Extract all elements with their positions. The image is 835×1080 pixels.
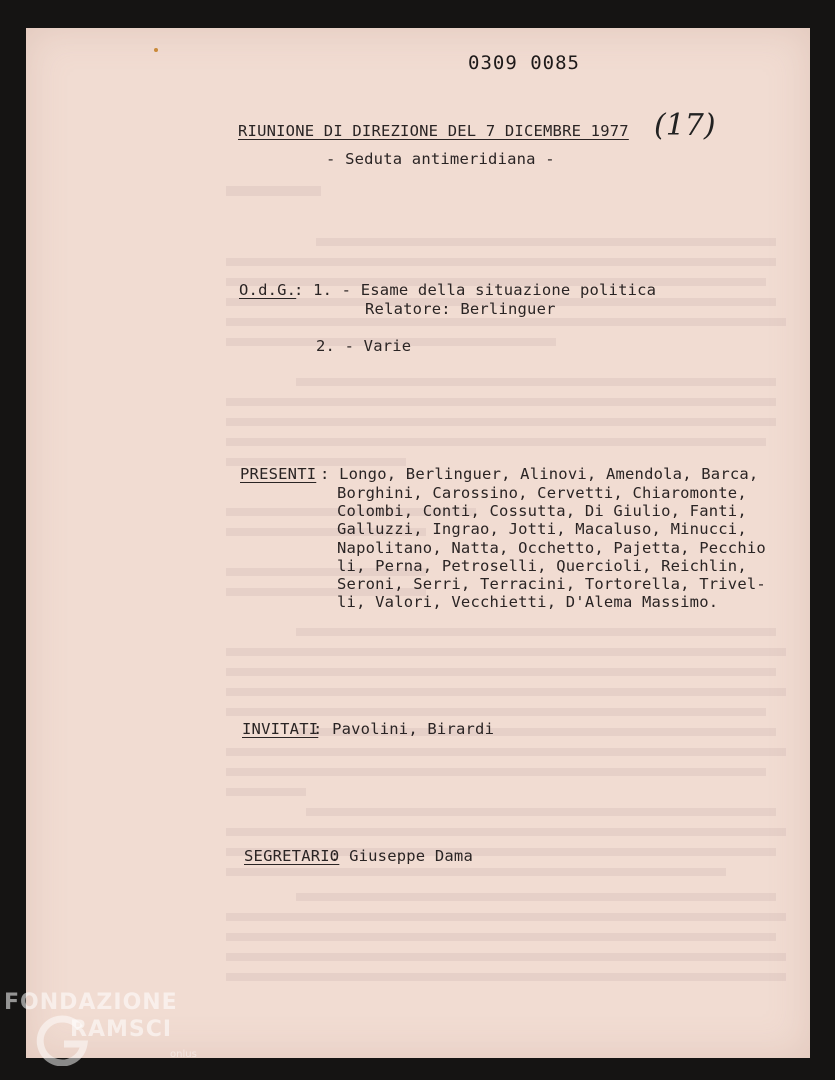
attendees-line: Seroni, Serri, Terracini, Tortorella, Trivel- [337, 575, 766, 593]
agenda-item-1: : 1. - Esame della situazione politica [294, 281, 657, 299]
handwritten-page-number: (17) [654, 108, 716, 143]
watermark-line-1: FONDAZIONE [4, 990, 178, 1015]
document-subtitle: - Seduta antimeridiana - [326, 150, 555, 168]
secretary-value: : Giuseppe Dama [330, 847, 473, 865]
attendees-line: Galluzzi, Ingrao, Jotti, Macaluso, Minucci, [337, 520, 747, 538]
agenda-label: O.d.G. [239, 281, 297, 299]
attendees-line: : Longo, Berlinguer, Alinovi, Amendola, Barca, [320, 465, 759, 483]
archive-number: 0309 0085 [468, 52, 580, 74]
invited-value: : Pavolini, Birardi [313, 720, 495, 738]
invited-label: INVITATI [242, 720, 319, 738]
agenda-item-1-speaker: Relatore: Berlinguer [365, 300, 556, 318]
secretary-label: SEGRETARIO [244, 847, 340, 865]
attendees-label: PRESENTI [240, 465, 317, 483]
document-title: RIUNIONE DI DIREZIONE DEL 7 DICEMBRE 1977 [238, 122, 629, 140]
attendees-line: li, Perna, Petroselli, Quercioli, Reichlin, [337, 557, 747, 575]
attendees-line: Napolitano, Natta, Occhetto, Pajetta, Pecchio [337, 539, 766, 557]
document-page [26, 28, 810, 1058]
attendees-line: Borghini, Carossino, Cervetti, Chiaromonte, [337, 484, 747, 502]
watermark-line-3: onlus [170, 1049, 197, 1060]
attendees-line: li, Valori, Vecchietti, D'Alema Massimo. [337, 593, 719, 611]
attendees-line: Colombi, Conti, Cossutta, Di Giulio, Fanti, [337, 502, 747, 520]
watermark-line-2: RAMSCI [70, 1017, 173, 1042]
agenda-item-2: 2. - Varie [316, 337, 412, 355]
